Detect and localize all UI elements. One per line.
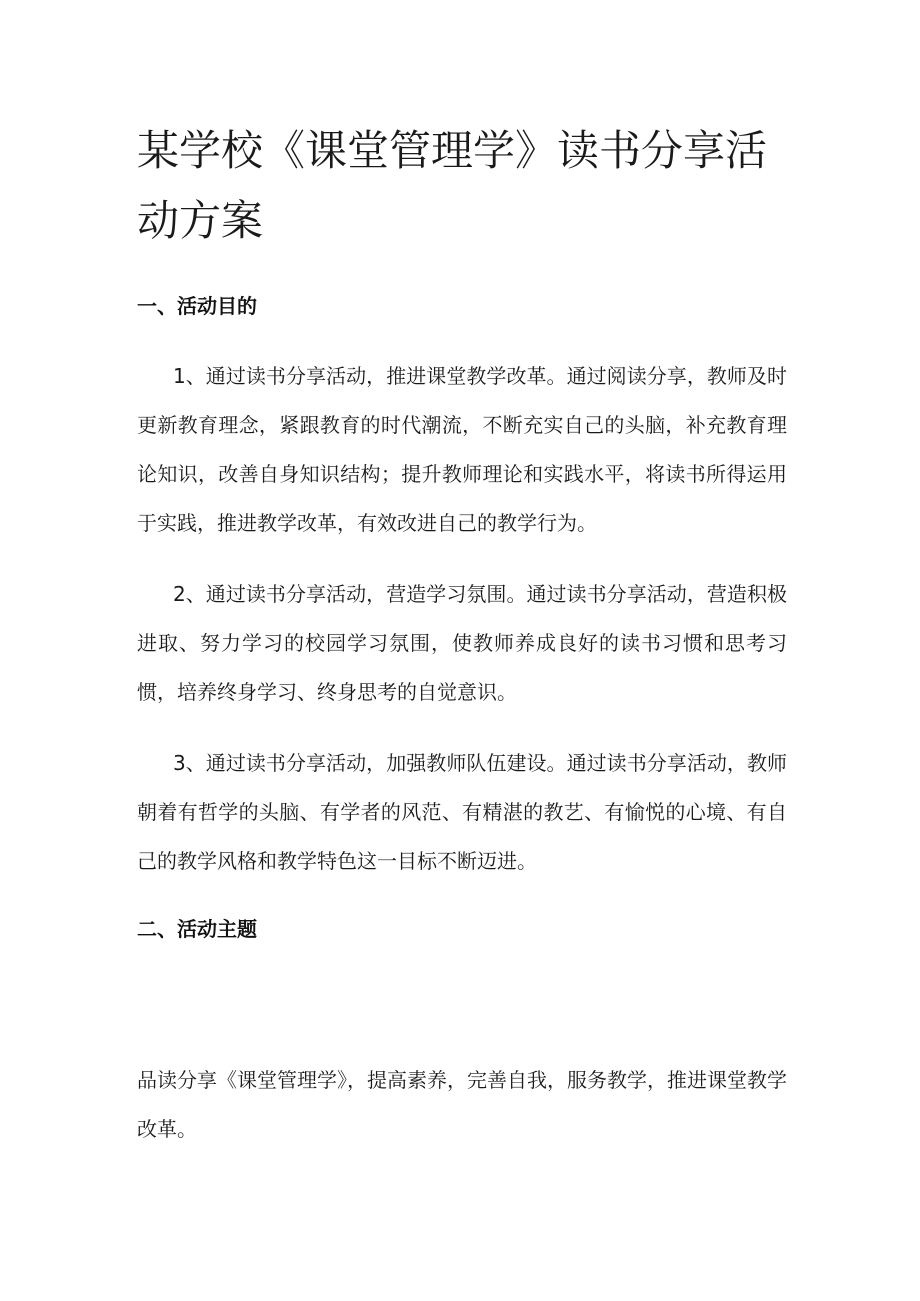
section-heading-theme: 二、活动主题 xyxy=(137,917,257,941)
paragraph-purpose-1: 1、通过读书分享活动，推进课堂教学改革。通过阅读分享，教师及时更新教育理念，紧跟教育的时代潮流，不断充实自己的头脑，补充教育理论知识，改善自身知识结构；提升教师理论和实践水平，将读书所得运用于实践，推进教学改革，有效改进自己的教学行为。 xyxy=(137,364,787,535)
paragraph-theme-1: 品读分享《课堂管理学》，提高素养，完善自我，服务教学，推进课堂教学改革。 xyxy=(137,1068,787,1141)
paragraph-purpose-2: 2、通过读书分享活动，营造学习氛围。通过读书分享活动，营造积极进取、努力学习的校园学习氛围，使教师养成良好的读书习惯和思考习惯，培养终身学习、终身思考的自觉意识。 xyxy=(137,582,787,704)
document-title: 某学校《课堂管理学》读书分享活动方案 xyxy=(137,126,768,245)
paragraph-purpose-3: 3、通过读书分享活动，加强教师队伍建设。通过读书分享活动，教师朝着有哲学的头脑、有学者的风范、有精湛的教艺、有愉悦的心境、有自己的教学风格和教学特色这一目标不断迈进。 xyxy=(137,751,787,873)
section-heading-purpose: 一、活动目的 xyxy=(137,294,257,318)
